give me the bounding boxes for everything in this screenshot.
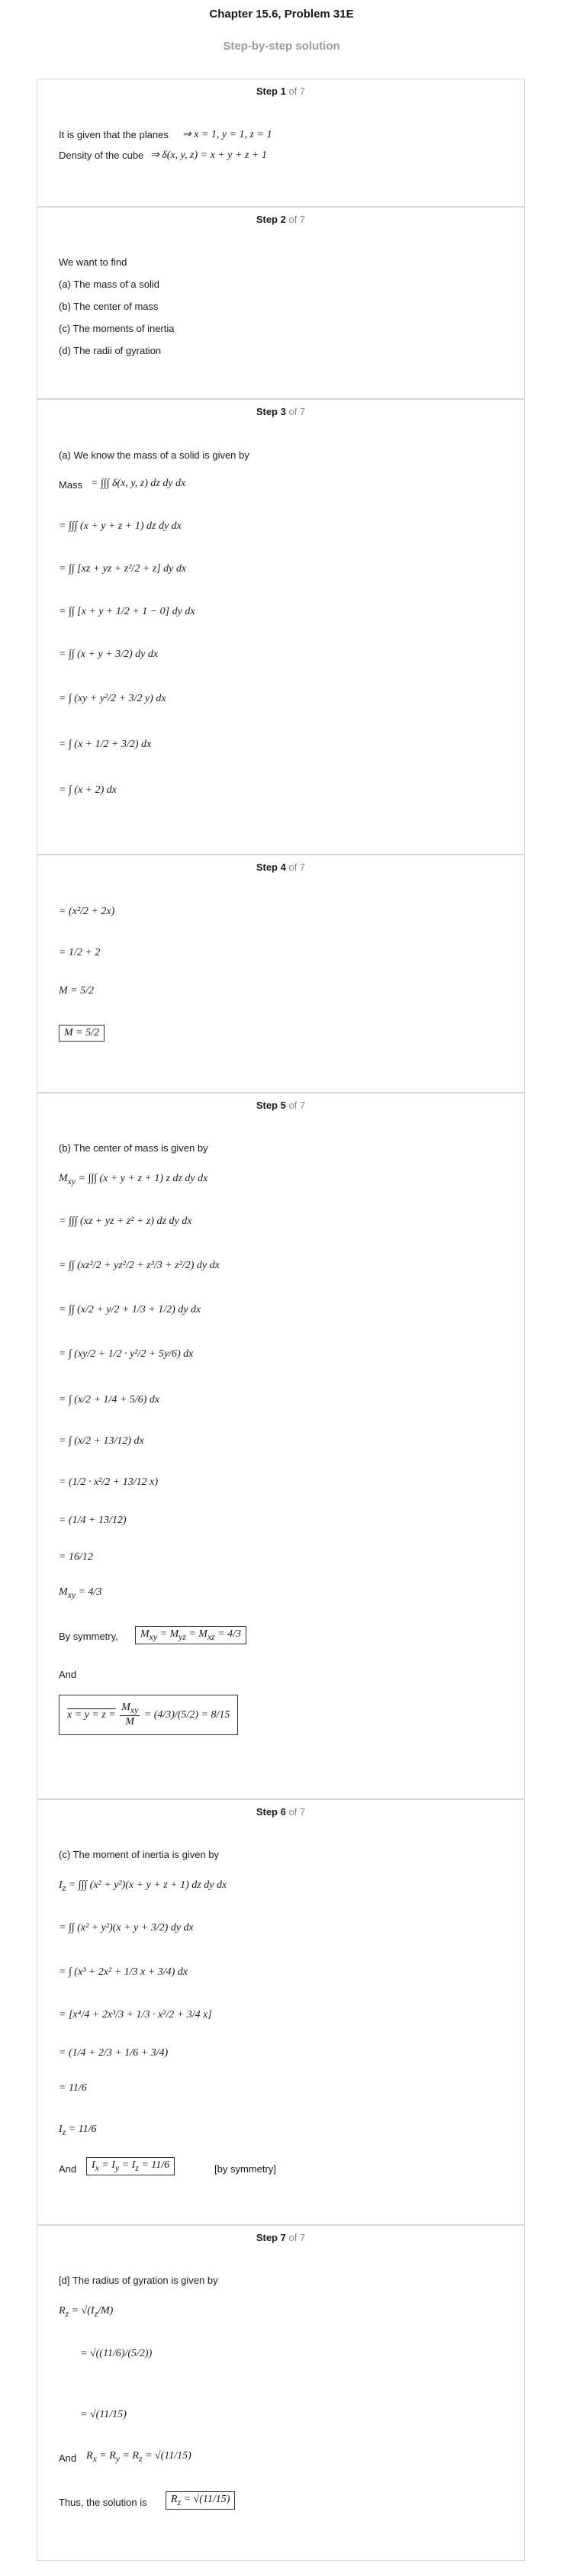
step-6-line-1: (c) The moment of inertia is given by xyxy=(59,1849,220,1860)
step-5-eq-7: = ∫ (x/2 + 13/12) dx xyxy=(59,1435,144,1447)
step-7-rz-eq xyxy=(59,2305,113,2319)
step-6-eq-3: = ∫ (x³ + 2x² + 1/3 x + 3/4) dx xyxy=(59,1966,188,1978)
page-title: Chapter 15.6, Problem 31E xyxy=(209,8,354,21)
step-5-center-frac xyxy=(120,1702,140,1728)
step-5-sym-sub1: xy xyxy=(149,1631,158,1642)
step-7-rz-sub: z xyxy=(65,2308,69,2319)
step-6-eq-6: = 11/6 xyxy=(59,2082,87,2094)
step-6-iz-I: I xyxy=(59,1879,63,1891)
step-5-eq-2: = ∫∫∫ (xz + yz + z² + z) dz dy dx xyxy=(59,1216,192,1227)
step-7-and: And xyxy=(59,2452,77,2464)
step-5-sym-sub2: yz xyxy=(179,1631,186,1642)
step-1-line-2: ⇒ x = 1, y = 1, z = 1 xyxy=(182,129,272,140)
step-2-line-2: (a) The mass of a solid xyxy=(59,279,159,290)
step-5-eq-6: = ∫ (x/2 + 1/4 + 5/6) dx xyxy=(59,1394,160,1406)
step-3-eq-8: = ∫ (x + 2) dx xyxy=(59,784,117,796)
step-7-rz-Isub: z xyxy=(94,2308,98,2319)
step-6-box-sub1: x xyxy=(95,2162,99,2173)
step-5-sym-M3: = M xyxy=(188,1628,208,1640)
step-6-and: And xyxy=(59,2163,77,2175)
step-7-box-R: R xyxy=(171,2494,178,2505)
step-5-sym-value: = 4/3 xyxy=(217,1628,242,1640)
step-5-eq-11: = 4/3 xyxy=(78,1586,102,1598)
step-1-card xyxy=(37,79,525,207)
step-4-eq-1: = (x²/2 + 2x) xyxy=(59,906,115,917)
step-6-iz-eq xyxy=(59,1879,227,1893)
step-2-count: of 7 xyxy=(288,214,306,225)
step-5-num-M: M xyxy=(121,1702,130,1713)
step-6-eq-5: = (1/4 + 2/3 + 1/6 + 3/4) xyxy=(59,2047,169,2059)
step-1-line-4: ⇒ δ(x, y, z) = x + y + z + 1 xyxy=(150,150,267,161)
step-5-center-value: = (4/3)/(5/2) = 8/15 xyxy=(143,1708,230,1721)
step-5-card xyxy=(37,1093,525,1799)
step-5-eq-1: = ∫∫∫ (x + y + z + 1) z dz dy dx xyxy=(78,1173,208,1184)
step-6-eq-1: = ∫∫∫ (x² + y²)(x + y + z + 1) dz dy dx xyxy=(68,1879,227,1891)
step-2-line-1: We want to find xyxy=(59,256,127,268)
step-6-count: of 7 xyxy=(288,1806,306,1818)
step-5-mxy-sub: xy xyxy=(67,1176,76,1187)
step-6-header xyxy=(37,1806,524,1818)
step-7-rz-M: /M) xyxy=(98,2305,114,2317)
step-5-mxy-M: M xyxy=(59,1173,68,1184)
step-5-mxy-eq xyxy=(59,1173,208,1187)
step-4-eq-3: M = 5/2 xyxy=(59,985,94,997)
step-6-box-I1: I xyxy=(92,2159,95,2171)
step-3-eq-4: = ∫∫ [x + y + 1/2 + 1 − 0] dy dx xyxy=(59,606,195,617)
step-6-res-sub: z xyxy=(62,2127,66,2137)
step-7-answer-box xyxy=(166,2491,235,2510)
step-2-header xyxy=(37,214,524,225)
step-5-center-lhs: x = y = z = xyxy=(67,1708,116,1721)
step-7-box-sub: z xyxy=(177,2497,182,2507)
step-7-card xyxy=(37,2225,525,2561)
step-5-eq-5: = ∫ (xy/2 + 1/2 · y²/2 + 5y/6) dx xyxy=(59,1348,194,1360)
step-7-label: Step 7 xyxy=(256,2232,286,2243)
step-7-line-1: [d] The radius of gyration is given by xyxy=(59,2275,218,2286)
step-5-and: And xyxy=(59,1669,77,1680)
step-5-eq-10: = 16/12 xyxy=(59,1551,93,1563)
step-4-answer-box: M = 5/2 xyxy=(59,1025,105,1042)
step-6-box-value: = 11/6 xyxy=(141,2159,170,2171)
step-5-symmetry-label: By symmetry, xyxy=(59,1631,118,1642)
step-7-header xyxy=(37,2232,524,2243)
step-2-line-3: (b) The center of mass xyxy=(59,301,159,312)
step-6-iz-sub: z xyxy=(62,1882,66,1893)
step-6-res-I: I xyxy=(59,2124,63,2135)
step-3-header xyxy=(37,406,524,417)
step-1-label: Step 1 xyxy=(256,85,286,97)
step-7-sym-sub3: z xyxy=(138,2453,143,2464)
step-3-eq-5: = ∫∫ (x + y + 3/2) dy dx xyxy=(59,649,159,660)
step-7-rz-root: = √(I xyxy=(71,2305,95,2317)
step-5-symmetry-box xyxy=(135,1626,246,1644)
step-2-line-4: (c) The moments of inertia xyxy=(59,323,175,334)
page-subtitle: Step-by-step solution xyxy=(223,40,340,53)
step-4-header xyxy=(37,861,524,873)
step-3-eq-1: = ∫∫∫ δ(x, y, z) dz dy dx xyxy=(91,478,186,489)
step-3-mass-label: Mass xyxy=(59,479,83,491)
step-1-count: of 7 xyxy=(288,85,306,97)
step-5-eq-3: = ∫∫ (xz²/2 + yz²/2 + z³/3 + z²/2) dy dx xyxy=(59,1260,220,1271)
step-7-box-value: = √(11/15) xyxy=(183,2494,230,2505)
step-7-rz-R: R xyxy=(59,2305,66,2317)
step-5-eq-4: = ∫∫ (x/2 + y/2 + 1/3 + 1/2) dy dx xyxy=(59,1304,201,1315)
step-4-card xyxy=(37,855,525,1093)
step-5-center-num xyxy=(120,1702,140,1716)
step-3-eq-6: = ∫ (xy + y²/2 + 3/2 y) dx xyxy=(59,693,166,704)
step-6-label: Step 6 xyxy=(256,1806,286,1818)
step-6-answer-box xyxy=(86,2157,175,2175)
step-3-card xyxy=(37,399,525,855)
step-3-eq-3: = ∫∫ [xz + yz + z²/2 + z] dy dx xyxy=(59,563,187,575)
step-4-eq-2: = 1/2 + 2 xyxy=(59,947,101,958)
step-2-line-5: (d) The radii of gyration xyxy=(59,345,162,356)
step-5-center-box xyxy=(59,1695,238,1735)
step-5-count: of 7 xyxy=(288,1100,306,1111)
step-7-eq-2: = √((11/6)/(5/2)) xyxy=(80,2348,153,2359)
step-7-sym-value: = √(11/15) xyxy=(144,2450,191,2462)
step-7-count: of 7 xyxy=(288,2232,306,2243)
step-2-card xyxy=(37,207,525,399)
step-6-symmetry-note: [by symmetry] xyxy=(214,2163,276,2175)
step-5-eq-8: = (1/2 · x²/2 + 13/12 x) xyxy=(59,1476,159,1488)
step-7-solution-label: Thus, the solution is xyxy=(59,2497,147,2508)
step-5-header xyxy=(37,1100,524,1111)
step-7-sym-R1: R xyxy=(86,2450,93,2462)
step-4-label: Step 4 xyxy=(256,861,286,873)
step-6-iz-result xyxy=(59,2124,97,2137)
step-5-result-sub: xy xyxy=(67,1589,76,1600)
step-5-eq-9: = (1/4 + 13/12) xyxy=(59,1515,127,1526)
step-5-sym-M2: = M xyxy=(159,1628,179,1640)
step-5-label: Step 5 xyxy=(256,1100,286,1111)
step-3-eq-2: = ∫∫∫ (x + y + z + 1) dz dy dx xyxy=(59,520,182,532)
step-5-center-den: M xyxy=(125,1716,135,1728)
step-6-eq-4: = [x⁴/4 + 2x³/3 + 1/3 · x²/2 + 3/4 x] xyxy=(59,2009,212,2021)
step-3-label: Step 3 xyxy=(256,406,286,417)
step-6-eq-2: = ∫∫ (x² + y²)(x + y + 3/2) dy dx xyxy=(59,1922,194,1934)
step-1-line-3: Density of the cube xyxy=(59,150,144,161)
step-7-sym-sub2: y xyxy=(115,2453,120,2464)
step-4-count: of 7 xyxy=(288,861,306,873)
step-6-box-I3: = I xyxy=(121,2159,136,2171)
step-7-eq-3: = √(11/15) xyxy=(80,2409,127,2420)
step-3-line-1: (a) We know the mass of a solid is given by xyxy=(59,449,249,461)
step-7-sym-eq xyxy=(86,2450,191,2464)
step-5-sym-sub3: xz xyxy=(207,1631,215,1642)
step-5-result-M: M xyxy=(59,1586,68,1598)
step-6-card xyxy=(37,1799,525,2225)
step-2-label: Step 2 xyxy=(256,214,286,225)
step-5-sym-M1: M xyxy=(140,1628,150,1640)
step-6-box-I2: = I xyxy=(101,2159,115,2171)
step-7-sym-R3: = R xyxy=(122,2450,139,2462)
step-6-res-value: = 11/6 xyxy=(68,2124,97,2135)
step-3-eq-7: = ∫ (x + 1/2 + 3/2) dx xyxy=(59,739,152,750)
step-1-line-1: It is given that the planes xyxy=(59,129,169,140)
step-7-sym-R2: = R xyxy=(99,2450,116,2462)
step-1-header xyxy=(37,85,524,97)
step-7-sym-sub1: x xyxy=(92,2453,97,2464)
step-6-box-sub3: z xyxy=(135,2162,139,2173)
step-6-box-sub2: y xyxy=(114,2162,120,2173)
step-3-count: of 7 xyxy=(288,406,306,417)
step-5-mxy-result xyxy=(59,1586,101,1600)
step-5-line-1: (b) The center of mass is given by xyxy=(59,1142,208,1154)
step-5-num-sub: xy xyxy=(130,1705,139,1715)
